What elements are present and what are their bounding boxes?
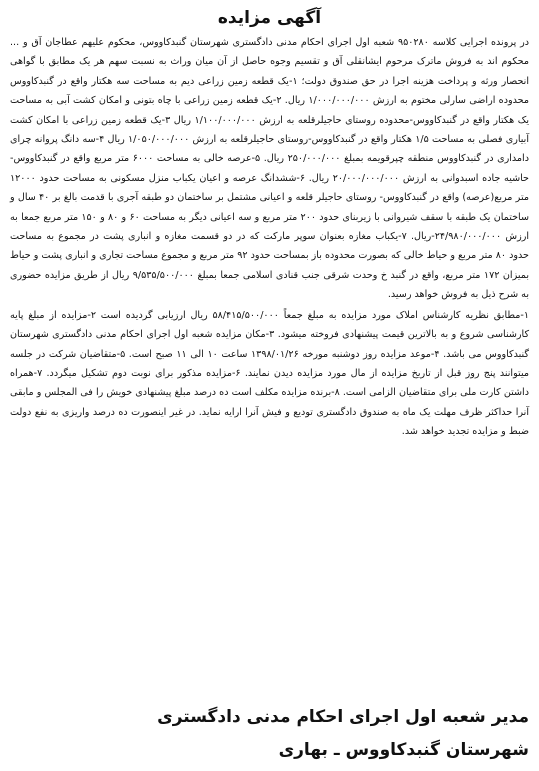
- signature-location: شهرستان گنبدکاووس ـ بهاری: [278, 740, 529, 760]
- auction-terms-paragraph: ۱-مطابق نظریه کارشناس املاک مورد مزایده به مبلغ جمعاً ۵۸/۴۱۵/۵۰۰/۰۰۰ ریال ارزیابی گردیده است ۲-مزایده از مبلغ پایه کارشناسی شروع و به بالاترین قیمت پیشنهادی فروخته میشود. ۳-مکان مزایده شعبه اول اجرای احکام مدنی دادگستری شهرستان گنبدکاووس می باشد. ۴-موعد مزایده روز دوشنبه مورخه ۱۳۹۸/۰۱/۲۶ ساعت ۱۰ الی ۱۱ صبح است. ۵-متقاضیان شرکت در جلسه میتوانند پنج روز قبل از تاریخ مزایده از مال مورد مزایده دیدن نمایند. ۶-مزایده مذکور برای نوبت دوم تشکیل میگردد. ۷-همراه داشتن کارت ملی برای متقاضیان الزامی است. ۸-برنده مزایده مکلف است ده درصد مبلغ پیشنهادی خویش را فی المجلس و مابقی آنرا حداکثر ظرف مهلت یک ماه به صندوق دادگستری تودیع و فیش آنرا ارایه نماید. در غیر اینصورت ده درصد واریزی به نفع دولت ضبط و مزایده تجدید خواهد شد.: [10, 309, 530, 438]
- notice-body-paragraph: در پرونده اجرایی کلاسه ۹۵۰۲۸۰ شعبه اول اجرای احکام مدنی دادگستری شهرستان گنبدکاووس، محکوم علیهم عطاجان آق و ... محکوم اند به فروش ماترک مرحوم ایشانقلی آق و تقسیم وجوه حاصل از آن میان وراث به نسبت سهم هر یک مطابق با گواهی انحصار ورثه و پرداخت هزینه اجرا در حق صندوق دولت؛ ۱-یک قطعه زمین زراعی دیم به مساحت سه هکتار واقع در گنبدکاووس محدوده اراضی سارلی مختوم به ارزش ۱/۰۰۰/۰۰۰/۰۰۰ ریال. ۲-یک قطعه زمین زراعی با چاه بتونی و امکان کشت آبی به مساحت یک هکتار واقع در گنبدکاووس-محدوده روستای حاجیلرقلعه به ارزش ۱/۱۰۰/۰۰۰/۰۰۰ ریال ۳-یک قطعه زمین زراعی با امکان کشت آبیاری فصلی به مساحت ۱/۵ هکتار واقع در گنبدکاووس-روستای حاجیلرقلعه به ارزش ۱/۰۵۰/۰۰۰/۰۰۰ ریال ۴-سه دانگ پروانه چرای دامداری در گنبدکاووس منطقه چپرقویمه بمبلغ ۲۵۰/۰۰۰/۰۰۰ ریال. ۵-عرصه خالی به مساحت ۶۰۰۰ متر مربع واقع در گنبدکاووس- حاشیه جاده اسبدوانی به ارزش ۲۰/۰۰۰/۰۰۰/۰۰۰ ریال. ۶-ششدانگ عرصه و اعیان یکباب منزل مسکونی به مساحت حدود ۱۲۰۰۰ متر مربع(عرصه) واقع در گنبدکاووس- روستای حاجیلر قلعه و اعیانی مشتمل بر ساختمان دو طبقه آجری با قدمت بالغ بر ۴۰ سال و ساختمان یک طبقه با سقف شیروانی با زیربنای حدود ۲۰۰ متر مربع و سه اعیانی دیگر به مساحت ۶۰ و ۸۰ و ۱۵۰ متر مربع جمعا به ارزش ۲۴/۹۸۰/۰۰۰/۰۰۰-ریال. ۷-یکباب مغازه بعنوان سوپر مارکت که در دو قسمت مغازه و انباری پشت در مجموع به مساحت حدود ۸۰ متر مربع و حیاط خالی که بصورت محدوده باز بمساحت حدود ۹۲ متر مربع و مجموع مساحت تجاری و انباری پشت و حیاط بمیزان ۱۷۲ متر مربع، واقع در گنبد خ وحدت شرقی جنب قنادی اسلامی جمعا بمبلغ ۹/۵۳۵/۵۰۰/۰۰۰ ریال از طریق مزایده حضوری به شرح ذیل به فروش خواهد رسید.: [10, 37, 530, 301]
- notice-title: آگهی مزایده: [217, 8, 322, 28]
- signature-title: مدیر شعبه اول اجرای احکام مدنی دادگستری: [157, 707, 529, 727]
- signature-block: [10, 701, 529, 767]
